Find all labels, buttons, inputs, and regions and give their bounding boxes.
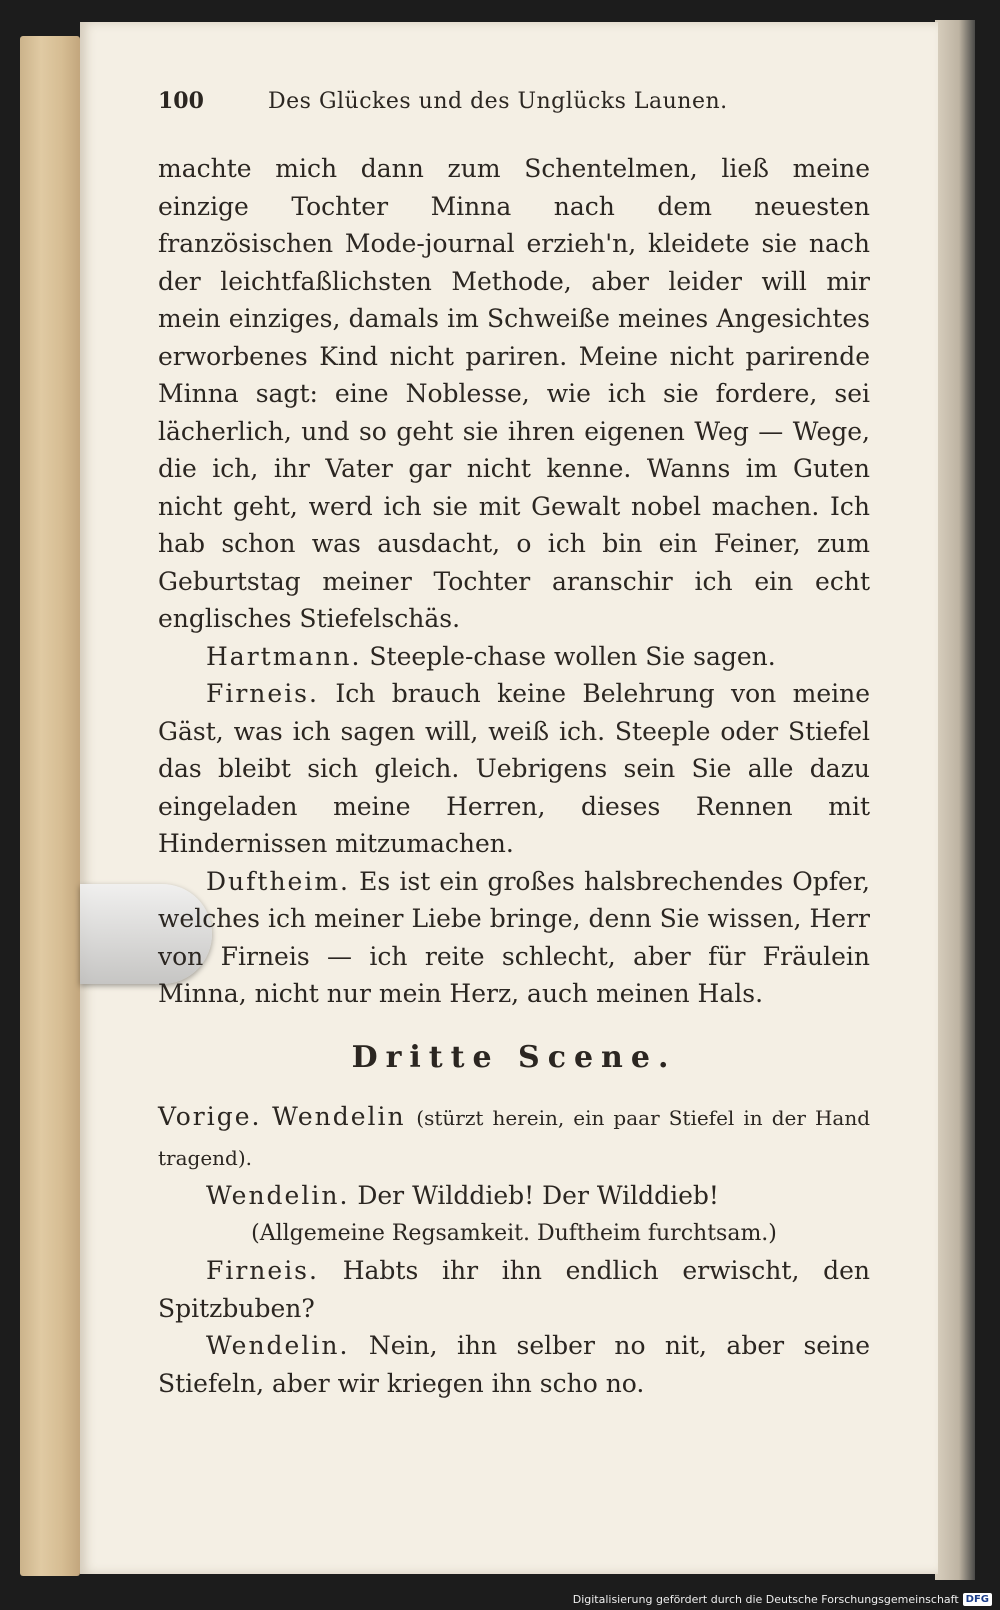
page-content — [158, 88, 870, 1402]
speaker-name: Wendelin. — [206, 1181, 350, 1210]
page-number: 100 — [158, 88, 204, 114]
speaker-name: Firneis. — [206, 1256, 319, 1285]
paragraph — [158, 863, 870, 1013]
paragraph — [158, 675, 870, 863]
paragraph — [158, 1252, 870, 1327]
dfg-logo: DFG — [963, 1593, 992, 1606]
speech-text: Steeple-chase wollen Sie sagen. — [369, 641, 776, 671]
stage-direction: (Allgemeine Regsamkeit. Duftheim furchtsam.) — [251, 1220, 777, 1246]
credit-text: Digitalisierung gefördert durch die Deutsche Forschungsgemeinschaft — [572, 1593, 959, 1606]
speaker-name: Wendelin. — [206, 1331, 350, 1360]
page-stack-edge — [20, 36, 80, 1576]
persons-name: Wendelin — [272, 1102, 406, 1131]
page-header — [158, 88, 870, 128]
persons-label: Vorige. — [158, 1102, 262, 1131]
paragraph — [158, 638, 870, 676]
scene-title: Dritte Scene. — [351, 1039, 677, 1075]
body-text — [158, 150, 870, 1402]
speaker-name: Duftheim. — [206, 866, 350, 896]
paragraph — [158, 1177, 870, 1215]
paragraph: machte mich dann zum Schentelmen, ließ meine einzige Tochter Minna nach dem neuesten französischen Mode-journal erzieh'n, kleidete sie nach der leichtfaßlichsten Methode, aber leider will mir mein einziges, damals im Schweiße meines Angesichtes erworbenes Kind nicht pariren. Meine nicht parirende Minna sagt: eine Noblesse, wie ich sie fordere, sei lächerlich, und so geht sie ihren eigenen Weg — Wege, die ich, ihr Vater gar nicht kenne. Wanns im Guten nicht geht, werd ich sie mit Gewalt nobel machen. Ich hab schon was ausdacht, o ich bin ein Feiner, zum Geburtstag meiner Tochter aranschir ich ein echt englisches Stiefelschäs. — [158, 154, 870, 633]
dramatis-personae — [158, 1098, 870, 1177]
book-spine-edge — [935, 20, 975, 1580]
paragraph — [158, 1327, 870, 1402]
speech-text: Ich brauch keine Belehrung von meine Gäst, was ich sagen will, weiß ich. Steeple oder Stiefel das bleibt sich gleich. Uebrigens sein Sie alle dazu eingeladen meine Herren, dieses Rennen mit Hindernissen mitzumachen. — [158, 679, 871, 858]
stage-direction: (stürzt herein, ein paar Stiefel in der Hand tragend). — [158, 1106, 871, 1170]
running-title: Des Glückes und des Unglücks Launen. — [268, 89, 728, 114]
speech-text: Nein, ihn selber no nit, aber seine Stiefeln, aber wir kriegen ihn scho no. — [158, 1331, 870, 1398]
speaker-name: Firneis. — [206, 679, 319, 708]
speech-text: Habts ihr ihn endlich erwischt, den Spitzbuben? — [158, 1256, 870, 1323]
speaker-name: Hartmann. — [206, 641, 362, 671]
speech-text: Es ist ein großes halsbrechendes Opfer, welches ich meiner Liebe bringe, denn Sie wissen, Herr von Firneis — ich reite schlecht, aber für Fräulein Minna, nicht nur mein Herz, auch meinen Hals. — [158, 866, 870, 1008]
speech-text: Der Wilddieb! Der Wilddieb! — [357, 1181, 719, 1210]
digitization-credit — [573, 1593, 992, 1606]
